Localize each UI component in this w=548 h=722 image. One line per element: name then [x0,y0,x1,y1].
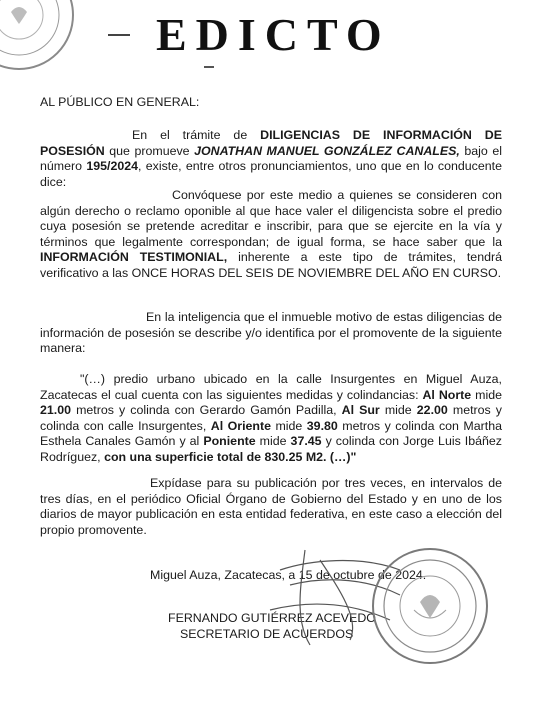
document-title: EDICTO [156,9,391,60]
paragraph-5: Expídase para su publicación por tres veces, en intervalos de tres días, en el periódico Oficial Órgano de Gobierno del Estado y en uno de los diarios de mayor publicación en esta entidad federativa, en este caso a elección del propio promovente. [40,476,502,537]
dash-mark [108,34,130,36]
place-date: Miguel Auza, Zacatecas, a 15 de octubre de 2024. [150,568,427,582]
paragraph-4-property-description: "(…) predio urbano ubicado en la calle Insurgentes en Miguel Auza, Zacatecas el cual cuenta con las siguientes medidas y colindancias: Al Norte mide 21.00 metros y colinda con Gerardo Gamón Padilla, Al Sur mide 22.00 metros y colinda con calle Insurgentes, Al Oriente mide 39.80 metros y colinda con Martha Esthela Canales Gamón y al Poniente mide 37.45 y colinda con Jorge Luis Ibáñez Rodríguez, con una superficie total de 830.25 M2. (…)" [40,372,503,464]
ink-mark [204,66,214,68]
court-seal [372,548,488,664]
paragraph-1: En el trámite de DILIGENCIAS DE INFORMACIÓN DE POSESIÓN que promueve JONATHAN MANUEL GONZÁLEZ CANALES, bajo el número 195/2024, existe, entre otros pronunciamientos, uno que en lo conducente dice: [40,128,502,189]
signer-name: FERNANDO GUTIÉRREZ ACEVEDO [168,611,376,625]
paragraph-2: Convóquese por este medio a quienes se consideren con algún derecho o reclamo oponible al que hace valer el diligencista sobre el predio cuya posesión se pretende acreditar e inscribir, para que se ejercite en la vía y términos que legalmente correspondan; de igual forma, se hace saber que la INFORMACIÓN TESTIMONIAL, inherente a este tipo de trámites, tendrá verificativo a las ONCE HORAS DEL SEIS DE NOVIEMBRE DEL AÑO EN CURSO. [40,188,502,280]
signer-role: SECRETARIO DE ACUERDOS [180,627,354,641]
municipal-seal-top [0,0,74,70]
salutation: AL PÚBLICO EN GENERAL: [40,95,200,109]
paragraph-3: En la inteligencia que el inmueble motivo de estas diligencias de información de posesión se describe y/o identifica por el promovente de la siguiente manera: [40,310,502,356]
